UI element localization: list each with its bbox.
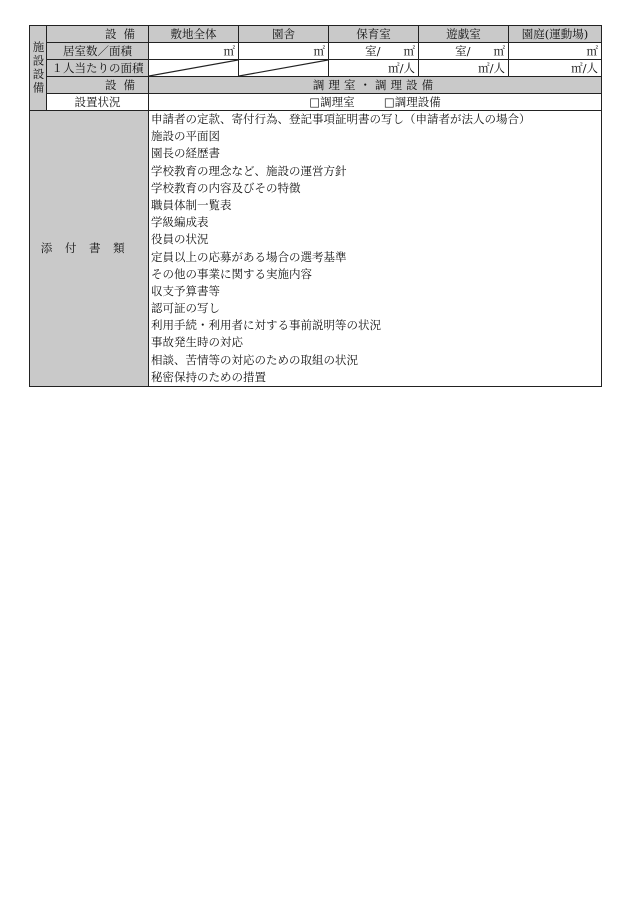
col-header-playground: 園庭(運動場)	[509, 26, 602, 43]
attachment-item: 事故発生時の対応	[151, 335, 243, 350]
equipment-value-header: 調理室・調理設備	[149, 77, 602, 94]
attachment-item: 相談、苦情等の対応のための取組の状況	[151, 352, 358, 367]
equipment-label-b: 備	[123, 77, 135, 92]
per-person-play-room-cell[interactable]: ㎡/人	[419, 60, 509, 77]
diagonal-strike-line	[149, 60, 238, 76]
attachment-item: 学校教育の内容及びその特徴	[151, 180, 301, 195]
attachment-item: 収支予算書等	[151, 283, 220, 298]
attachment-item: 役員の状況	[151, 232, 209, 247]
col-header-site: 敷地全体	[149, 26, 239, 43]
attachments-row	[30, 111, 602, 387]
per-person-area-row	[30, 60, 602, 77]
attachment-item: その他の事業に関する実施内容	[151, 266, 312, 281]
installation-status-label: 設置状況	[47, 94, 149, 111]
attachment-item: 学校教育の理念など、施設の運営方針	[151, 163, 347, 178]
rooms-area-play-room-cell[interactable]: 室/ ㎡	[419, 43, 509, 60]
attachment-item: 園長の経歴書	[151, 146, 220, 161]
rooms-area-label: 居室数／面積	[47, 43, 149, 60]
attachment-item: 学級編成表	[151, 215, 209, 230]
per-person-building-cell-struck	[239, 60, 329, 77]
facility-form-table	[29, 25, 602, 387]
col-header-play-room: 遊戯室	[419, 26, 509, 43]
checkbox-cooking-room[interactable]: □調理室	[309, 94, 355, 109]
equipment-label-a: 設	[105, 77, 117, 92]
col-header-building: 園舎	[239, 26, 329, 43]
facility-header-label	[47, 26, 149, 43]
rooms-area-playground-cell[interactable]: ㎡	[509, 43, 602, 60]
attachment-item: 職員体制一覧表	[151, 197, 232, 212]
attachment-item: 定員以上の応募がある場合の選考基準	[151, 249, 347, 264]
attachment-item: 秘密保持のための措置	[151, 369, 266, 384]
attachment-item: 利用手続・利用者に対する事前説明等の状況	[151, 318, 381, 333]
attachments-label: 添付書類	[30, 111, 149, 387]
per-person-nursery-cell[interactable]: ㎡/人	[329, 60, 419, 77]
rooms-area-nursery-cell[interactable]: 室/ ㎡	[329, 43, 419, 60]
attachment-item: 施設の平面図	[151, 129, 220, 144]
rooms-area-row	[30, 43, 602, 60]
checkbox-cooking-equipment[interactable]: □調理設備	[383, 94, 441, 109]
installation-status-options	[149, 94, 602, 111]
attachment-item: 申請者の定款、寄付行為、登記事項証明書の写し（申請者が法人の場合）	[151, 112, 531, 126]
per-person-area-label: １人当たりの面積	[47, 60, 149, 77]
facility-side-label: 施設設備	[30, 26, 47, 111]
per-person-playground-cell[interactable]: ㎡/人	[509, 60, 602, 77]
equipment-header-row	[30, 77, 602, 94]
diagonal-strike-line	[239, 60, 328, 76]
equipment-label	[47, 77, 149, 94]
facility-header-label-a: 設	[105, 26, 117, 41]
col-header-nursery-room: 保育室	[329, 26, 419, 43]
per-person-site-cell-struck	[149, 60, 239, 77]
rooms-area-building-cell[interactable]: ㎡	[239, 43, 329, 60]
facility-header-label-b: 備	[123, 26, 135, 41]
installation-status-row	[30, 94, 602, 111]
rooms-area-site-cell[interactable]: ㎡	[149, 43, 239, 60]
attachments-list	[151, 111, 599, 386]
attachments-list-cell	[149, 111, 602, 387]
attachment-item: 認可証の写し	[151, 301, 220, 316]
facility-header-row	[30, 26, 602, 43]
